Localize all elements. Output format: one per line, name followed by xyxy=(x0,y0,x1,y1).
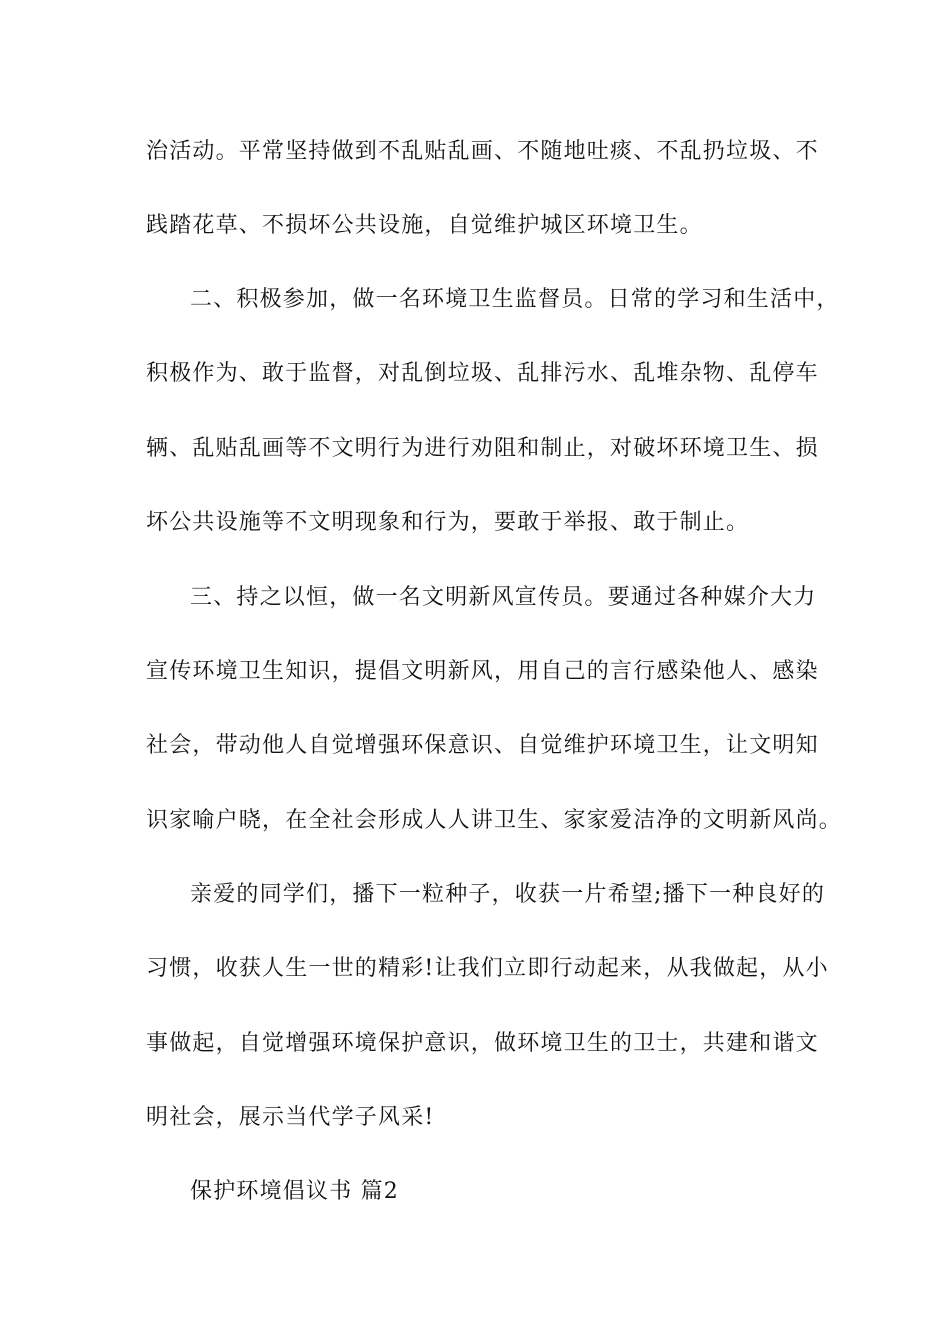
paragraph-line: 三、持之以恒，做一名文明新风宣传员。要通过各种媒介大力 xyxy=(190,585,817,610)
paragraph-line: 习惯，收获人生一世的精彩!让我们立即行动起来，从我做起，从小 xyxy=(146,956,829,981)
paragraph-line: 治活动。平常坚持做到不乱贴乱画、不随地吐痰、不乱扔垃圾、不 xyxy=(146,139,819,164)
paragraph-line: 宣传环境卫生知识，提倡文明新风，用自己的言行感染他人、感染 xyxy=(146,659,819,684)
paragraph-line: 识家喻户晓，在全社会形成人人讲卫生、家家爱洁净的文明新风尚。 xyxy=(146,808,843,833)
paragraph-line: 坏公共设施等不文明现象和行为，要敢于举报、敢于制止。 xyxy=(146,510,750,535)
paragraph-line: 辆、乱贴乱画等不文明行为进行劝阻和制止，对破坏环境卫生、损 xyxy=(146,436,819,461)
paragraph-line: 事做起，自觉增强环境保护意识，做环境卫生的卫士，共建和谐文 xyxy=(146,1031,819,1056)
paragraph-line: 社会，带动他人自觉增强环保意识、自觉维护环境卫生，让文明知 xyxy=(146,733,819,758)
paragraph-line: 亲爱的同学们，播下一粒种子，收获一片希望;播下一种良好的 xyxy=(190,882,826,907)
section-heading: 保护环境倡议书 篇2 xyxy=(190,1179,399,1204)
paragraph-line: 明社会，展示当代学子风采! xyxy=(146,1105,435,1130)
paragraph-line: 践踏花草、不损坏公共设施，自觉维护城区环境卫生。 xyxy=(146,213,703,238)
paragraph-line: 二、积极参加，做一名环境卫生监督员。日常的学习和生活中， xyxy=(190,287,840,312)
paragraph-line: 积极作为、敢于监督，对乱倒垃圾、乱排污水、乱堆杂物、乱停车 xyxy=(146,361,819,386)
